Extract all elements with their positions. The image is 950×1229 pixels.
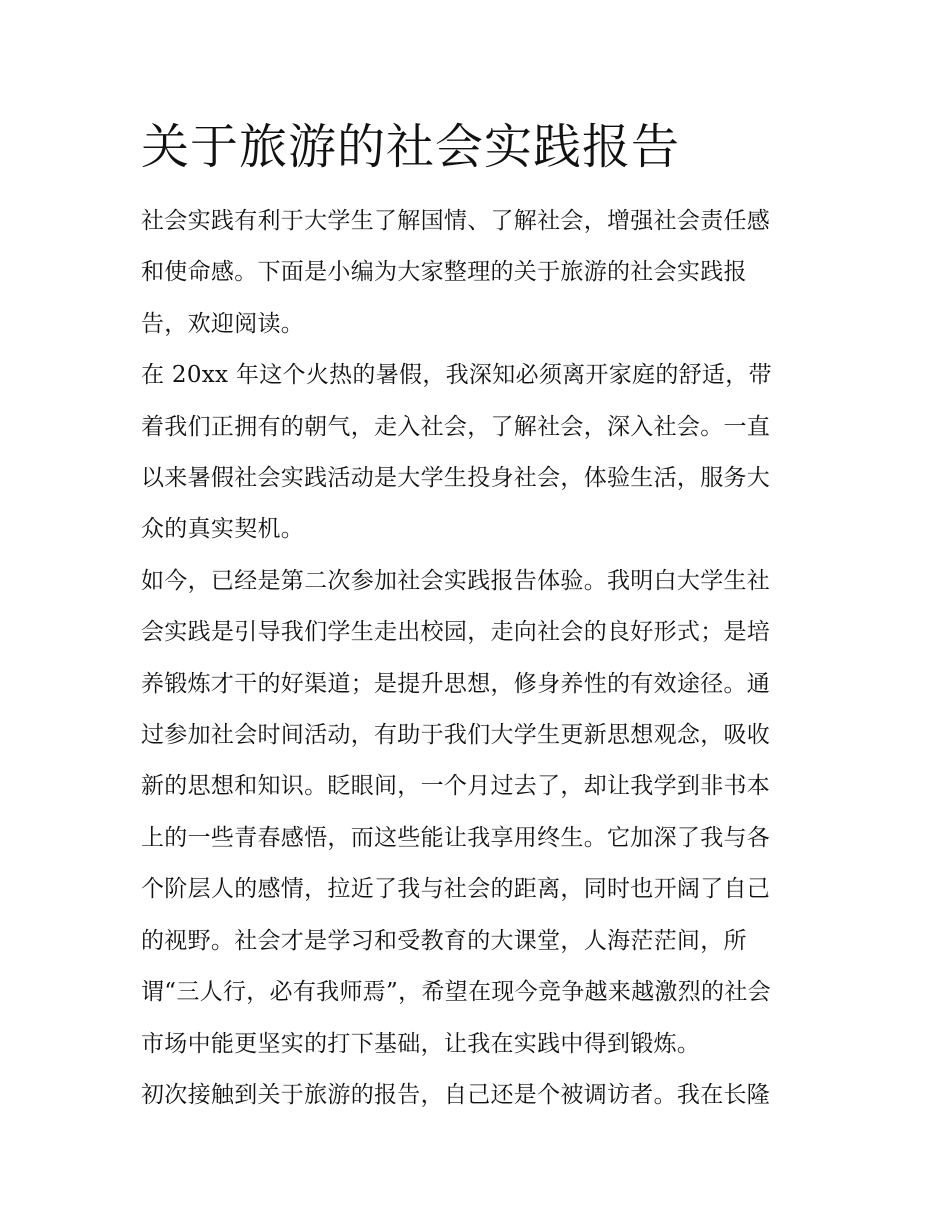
text-line: 和使命感。下面是小编为大家整理的关于旅游的社会实践报 [141,259,747,286]
text-line: 过参加社会时间活动，有助于我们大学生更新思想观念，吸收 [141,722,771,749]
text-line: 的视野。社会才是学习和受教育的大课堂，人海茫茫间，所 [141,927,747,954]
text-line: 养锻炼才干的好渠道；是提升思想，修身养性的有效途径。通 [141,670,771,697]
paragraph-4 [141,1070,821,1121]
text-line: 市场中能更坚实的打下基础，让我在实践中得到锻炼。 [141,1030,701,1057]
text-line: 谓“三人行，必有我师焉”，希望在现今竞争越来越激烈的社会 [141,979,771,1006]
text-line: 如今，已经是第二次参加社会实践报告体验。我明白大学生社 [141,567,771,594]
text-line: 初次接触到关于旅游的报告，自己还是个被调访者。我在长隆 [141,1081,771,1108]
text-line: 社会实践有利于大学生了解国情、了解社会，增强社会责任感 [141,208,771,234]
paragraph-1 [141,196,821,350]
text-line: 告，欢迎阅读。 [141,310,305,337]
text-line: 着我们正拥有的朝气，走入社会，了解社会，深入社会。一直 [141,413,771,440]
text-line: 在 20xx 年这个火热的暑假，我深知必须离开家庭的舒适，带 [141,362,772,389]
text-line: 以来暑假社会实践活动是大学生投身社会，体验生活，服务大 [141,465,771,492]
text-line: 上的一些青春感悟，而这些能让我享用终生。它加深了我与各 [141,824,771,851]
paragraph-2 [141,350,821,556]
text-line: 众的真实契机。 [141,516,305,543]
document-body [141,196,821,1121]
text-line: 新的思想和知识。眨眼间，一个月过去了，却让我学到非书本 [141,773,771,800]
document-title: 关于旅游的社会实践报告 [141,119,681,175]
paragraph-3 [141,556,821,1070]
text-line: 个阶层人的感情，拉近了我与社会的距离，同时也开阔了自己 [141,876,771,903]
text-line: 会实践是引导我们学生走出校园，走向社会的良好形式；是培 [141,619,771,646]
